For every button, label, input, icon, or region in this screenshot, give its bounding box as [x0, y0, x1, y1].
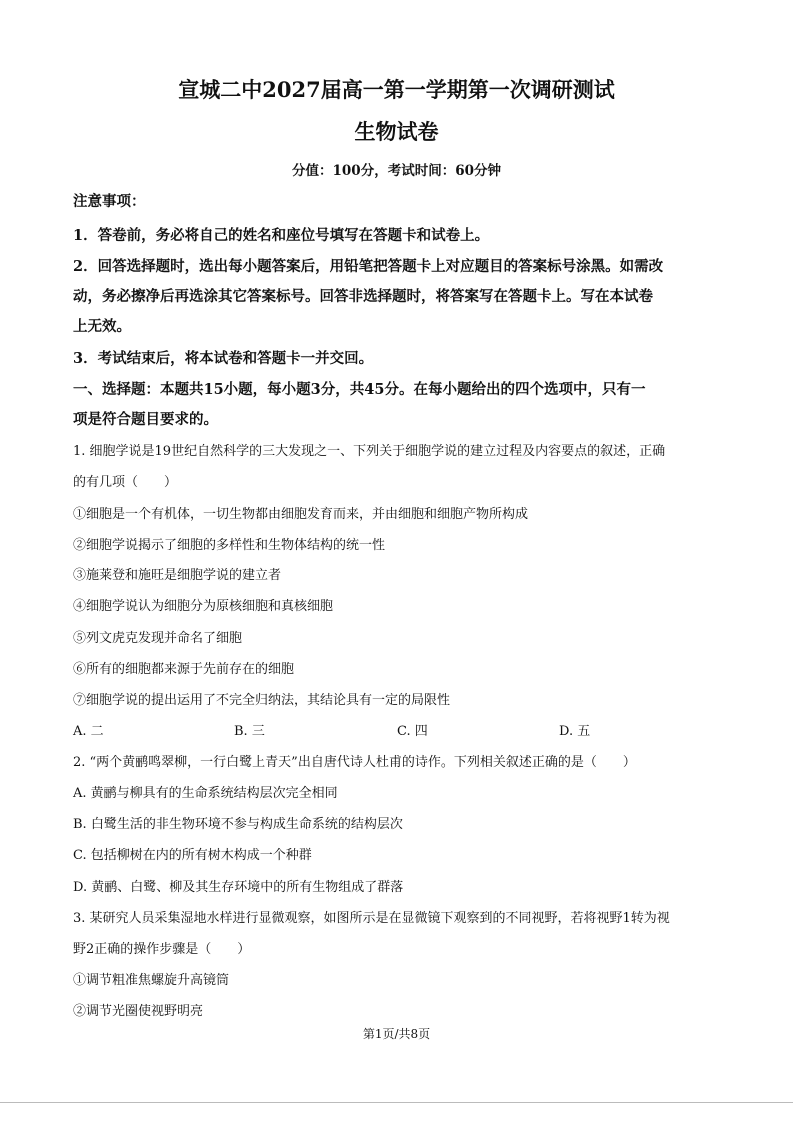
question-1-stem: 1. 细胞学说是19世纪自然科学的三大发现之一、下列关于细胞学说的建立过程及内容要点的叙述，正确 [73, 444, 666, 459]
notice-line: 2．回答选择题时，选出每小题答案后，用铅笔把答题卡上对应题目的答案标号涂黑。如需改 [73, 258, 664, 275]
question-1-item: ④细胞学说认为细胞分为原核细胞和真核细胞 [73, 599, 334, 614]
score-time: 分值：100分，考试时间：60分钟 [292, 163, 501, 179]
notice-line: 3．考试结束后，将本试卷和答题卡一并交回。 [73, 350, 374, 367]
question-1-option-d: D. 五 [559, 724, 591, 739]
notice-line: 1．答卷前，务必将自己的姓名和座位号填写在答题卡和试卷上。 [73, 227, 490, 244]
question-1-item: ②细胞学说揭示了细胞的多样性和生物体结构的统一性 [73, 538, 386, 553]
question-2-option-c: C. 包括柳树在内的所有树木构成一个种群 [73, 848, 312, 863]
notice-line: 动，务必擦净后再选涂其它答案标号。回答非选择题时，将答案写在答题卡上。写在本试卷 [73, 288, 653, 305]
exam-title: 宣城二中2027届高一第一学期第一次调研测试 [178, 77, 615, 102]
question-1-item: ⑤列文虎克发现并命名了细胞 [73, 631, 243, 646]
question-1-item: ⑦细胞学说的提出运用了不完全归纳法，其结论具有一定的局限性 [73, 693, 451, 708]
question-2-stem: 2. “两个黄鹂鸣翠柳，一行白鹭上青天”出自唐代诗人杜甫的诗作。下列相关叙述正确的是（ ） [73, 755, 636, 770]
notice-line: 上无效。 [73, 318, 131, 335]
section-heading: 项是符合题目要求的。 [73, 411, 218, 428]
question-3-item: ②调节光圈使视野明亮 [73, 1004, 204, 1019]
bottom-divider [0, 1102, 793, 1103]
question-2-option-d: D. 黄鹂、白鹭、柳及其生存环境中的所有生物组成了群落 [73, 880, 404, 895]
question-2-option-b: B. 白鹭生活的非生物环境不参与构成生命系统的结构层次 [73, 817, 403, 832]
question-1-item: ①细胞是一个有机体，一切生物都由细胞发育而来，并由细胞和细胞产物所构成 [73, 507, 529, 522]
question-2-option-a: A. 黄鹂与柳具有的生命系统结构层次完全相同 [73, 786, 338, 801]
question-1-item: ③施莱登和施旺是细胞学说的建立者 [73, 568, 282, 583]
page-number: 第1页/共8页 [362, 1027, 431, 1041]
question-1-option-c: C. 四 [397, 724, 428, 739]
question-3-stem: 3. 某研究人员采集湿地水样进行显微观察，如图所示是在显微镜下观察到的不同视野，若将视野1转为视 [73, 911, 670, 926]
question-1-option-b: B. 三 [234, 724, 265, 739]
subject-title: 生物试卷 [354, 119, 439, 144]
question-3-item: ①调节粗准焦螺旋升高镜筒 [73, 973, 230, 988]
question-1-item: ⑥所有的细胞都来源于先前存在的细胞 [73, 662, 295, 677]
question-1-option-a: A. 二 [73, 724, 104, 739]
notice-heading: 注意事项： [73, 193, 146, 210]
section-heading: 一、选择题：本题共15小题，每小题3分，共45分。在每小题给出的四个选项中，只有一 [73, 381, 646, 398]
question-3-stem: 野2正确的操作步骤是（ ） [73, 942, 251, 957]
question-1-stem: 的有几项（ ） [73, 475, 178, 490]
